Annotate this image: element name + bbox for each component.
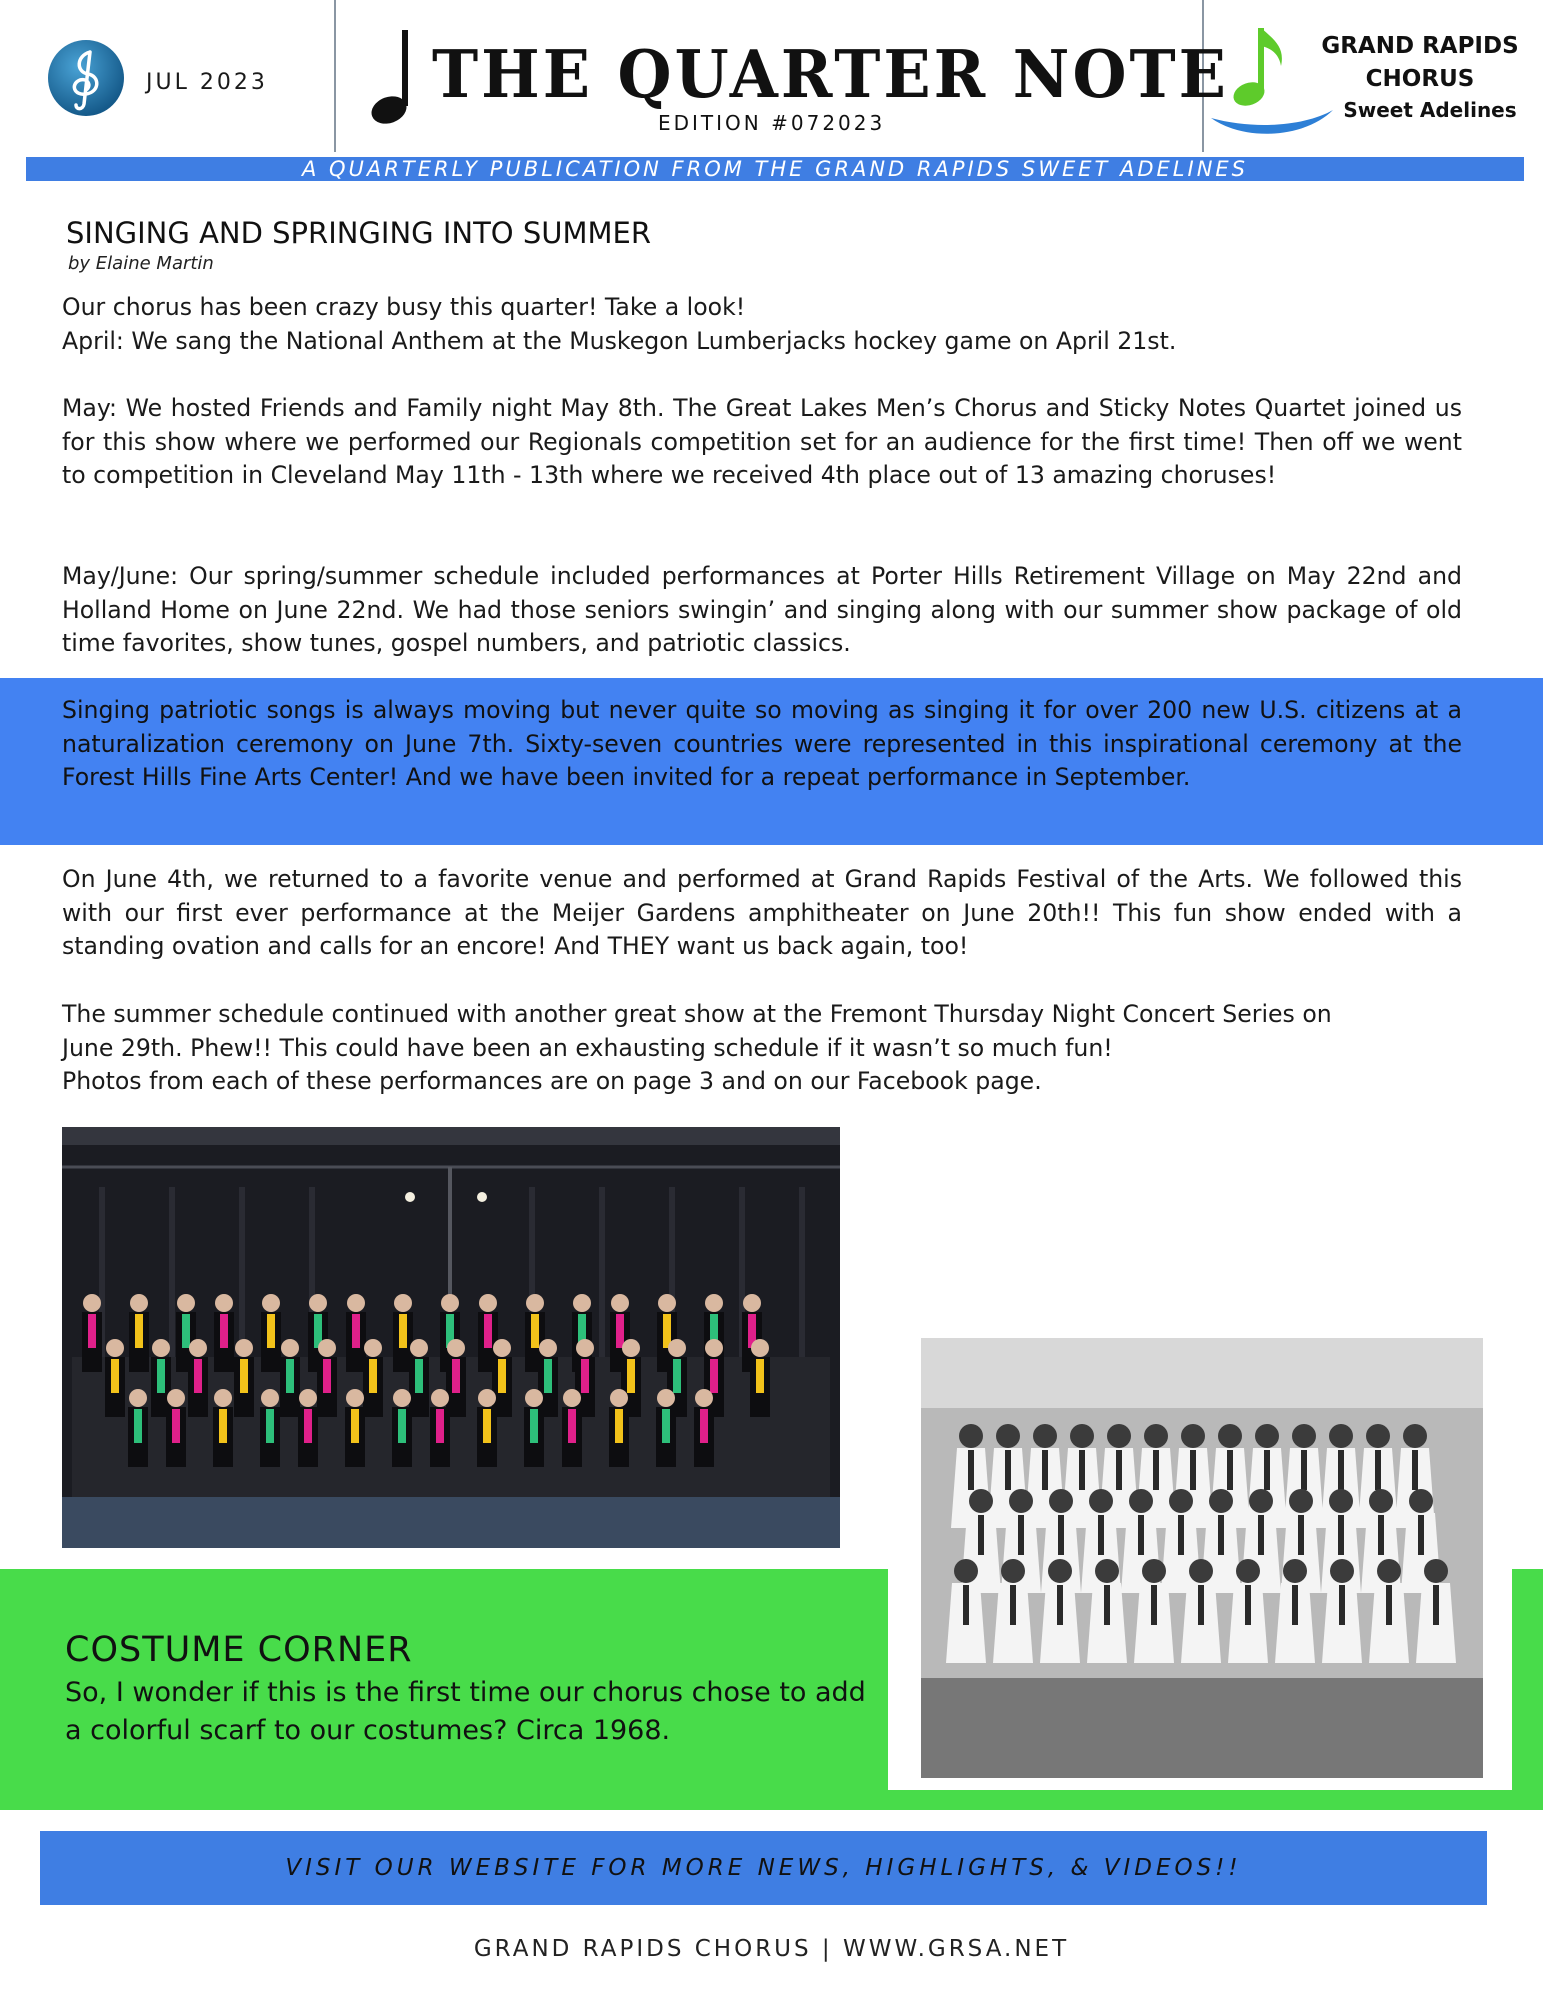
article-byline: by Elaine Martin (68, 253, 214, 274)
vintage-chorus-photo (921, 1338, 1483, 1778)
costume-corner-title: COSTUME CORNER (65, 1630, 413, 1670)
intro-line: Our chorus has been crazy busy this quarter! Take a look! (62, 293, 746, 321)
paragraph-naturalization: Singing patriotic songs is always moving but never quite so moving as singing it for over 200 new U.S. citizens at a naturalization ceremony on June 7th. Sixty-seven countries were represented in this inspirational ceremony at the Forest Hills Fine Arts Center! And we have been invited for a repeat performance in September. (62, 696, 1462, 792)
costume-corner-text: So, I wonder if this is the first time our chorus chose to add a colorful scarf to our costumes? Circa 1968. (65, 1677, 866, 1746)
website-banner[interactable]: VISIT OUR WEBSITE FOR MORE NEWS, HIGHLIGHTS, & VIDEOS!! (40, 1831, 1487, 1905)
chorus-logo-icon (1205, 18, 1335, 140)
header-divider-left (334, 0, 336, 152)
chorus-subtitle: Sweet Adelines (1343, 98, 1517, 122)
article-title: SINGING AND SPRINGING INTO SUMMER (66, 216, 651, 250)
intro-line: April: We sang the National Anthem at the Muskegon Lumberjacks hockey game on April 21st. (62, 326, 1177, 355)
footer-line: GRAND RAPIDS CHORUS | WWW.GRSA.NET (473, 1936, 1070, 1962)
article-closing (62, 998, 1462, 1099)
chorus-name-line2: CHORUS (1365, 66, 1475, 92)
masthead-title: THE QUARTER NOTE (432, 36, 1229, 113)
paragraph-may-june: May/June: Our spring/summer schedule included performances at Porter Hills Retirement Village on May 22nd and Holland Home on June 22nd. We had those seniors swingin’ and singing along with our summer show package of old time favorites, show tunes, gospel numbers, and patriotic classics. (62, 562, 1462, 658)
edition-number: EDITION #072023 (658, 111, 886, 135)
closing-line: June 29th. Phew!! This could have been an exhausting schedule if it wasn’t so much fun! (62, 1033, 1113, 1062)
closing-line: Photos from each of these performances are on page 3 and on our Facebook page. (62, 1067, 1042, 1096)
closing-line: The summer schedule continued with another great show at the Fremont Thursday Night Concert Series on (62, 1000, 1332, 1028)
article-intro (62, 291, 1462, 358)
quarter-note-icon (363, 26, 421, 130)
tagline-banner: A QUARTERLY PUBLICATION FROM THE GRAND RAPIDS SWEET ADELINES (26, 157, 1524, 181)
paragraph-may: May: We hosted Friends and Family night May 8th. The Great Lakes Men’s Chorus and Sticky Notes Quartet joined us for this show where we performed our Regionals competition set for an audience for the first time! Then off we went to competition in Cleveland May 11th - 13th where we received 4th place out of 13 amazing choruses! (62, 394, 1462, 490)
paragraph-festival: On June 4th, we returned to a favorite venue and performed at Grand Rapids Festival of the Arts. We followed this with our first ever performance at the Meijer Gardens amphitheater on June 20th!! This fun show ended with a standing ovation and calls for an encore! And THEY want us back again, too! (62, 865, 1462, 961)
chorus-name-line1: GRAND RAPIDS (1321, 33, 1519, 59)
issue-date: JUL 2023 (146, 70, 268, 95)
treble-clef-logo-icon (46, 38, 126, 118)
chorus-stage-photo (62, 1127, 840, 1548)
chorus-name (1320, 30, 1520, 96)
vintage-photo-frame (888, 1322, 1512, 1790)
